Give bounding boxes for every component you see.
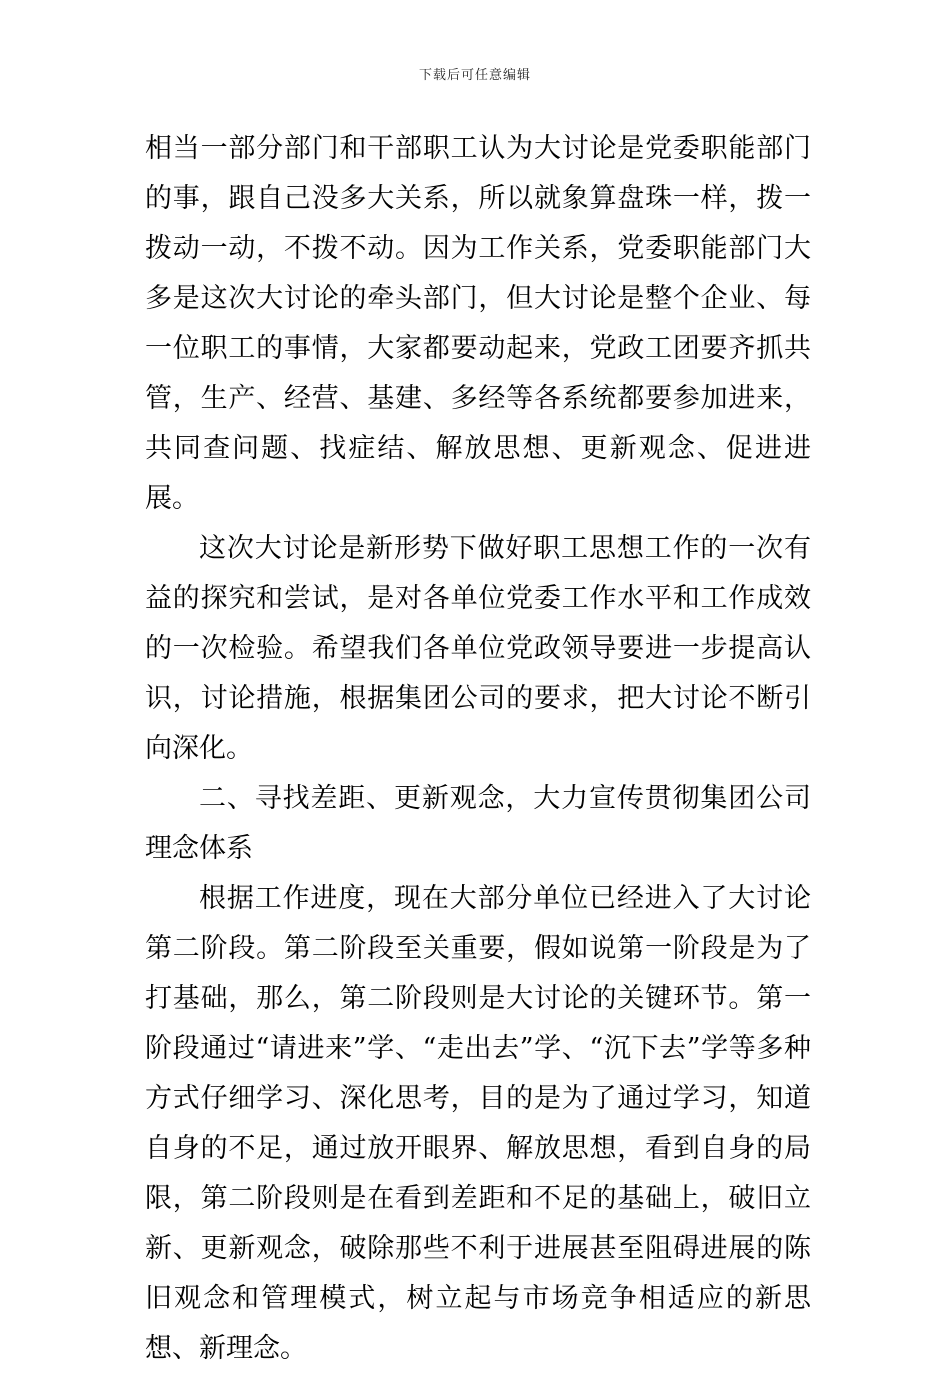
section-heading: 二、寻找差距、更新观念，大力宣传贯彻集团公司理念体系 xyxy=(145,783,811,864)
paragraph: 根据工作进度，现在大部分单位已经进入了大讨论第二阶段。第二阶段至关重要，假如说第一阶段是为了打基础，那么，第二阶段则是大讨论的关键环节。第一阶段通过“请进来”学、“走出去”学、“沉下去”学等多种方式仔细学习、深化思考，目的是为了通过学习，知道自身的不足，通过放开眼界、解放思想，看到自身的局限，第二阶段则是在看到差距和不足的基础上，破旧立新、更新观念，破除那些不利于进展甚至阻碍进展的陈旧观念和管理模式，树立起与市场竞争相适应的新思想、新理念。 xyxy=(145,883,811,1364)
page-header: 下载后可任意编辑 xyxy=(418,68,531,83)
paragraph: 这次大讨论是新形势下做好职工思想工作的一次有益的探究和尝试，是对各单位党委工作水平和工作成效的一次检验。希望我们各单位党政领导要进一步提高认识，讨论措施，根据集团公司的要求，把大讨论不断引向深化。 xyxy=(145,533,811,764)
paragraph-continued: 相当一部分部门和干部职工认为大讨论是党委职能部门的事，跟自己没多大关系，所以就象算盘珠一样，拨一拨动一动，不拨不动。因为工作关系，党委职能部门大多是这次大讨论的牵头部门，但大讨论是整个企业、每一位职工的事情，大家都要动起来，党政工团要齐抓共管，生产、经营、基建、多经等各系统都要参加进来，共同查问题、找症结、解放思想、更新观念、促进进展。 xyxy=(145,133,811,514)
document-body xyxy=(145,124,811,1374)
